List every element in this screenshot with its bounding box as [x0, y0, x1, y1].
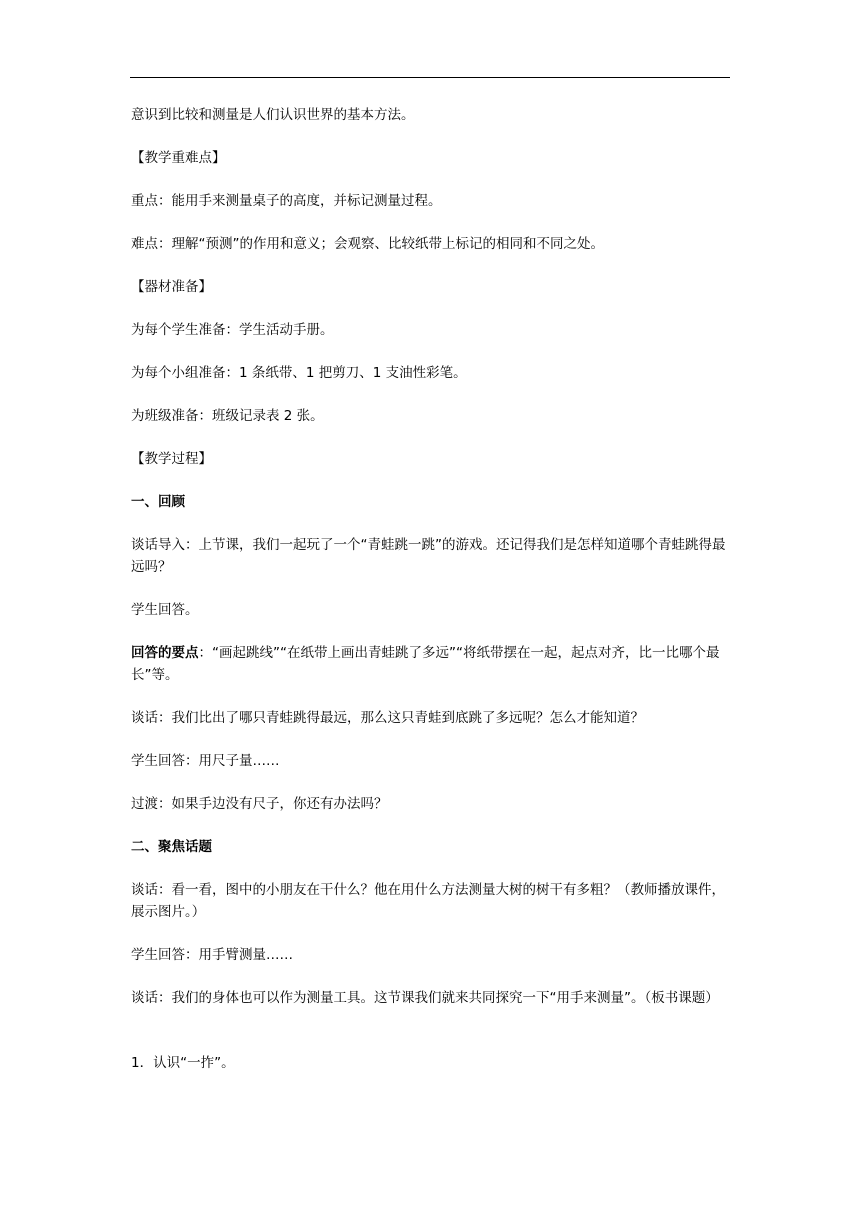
paragraph-class-materials: 为班级准备：班级记录表 2 张。: [131, 408, 324, 424]
paragraph-talk-distance: 谈话：我们比出了哪只青蛙跳得最远，那么这只青蛙到底跳了多远呢？怎么才能知道？: [131, 710, 644, 726]
paragraph-student-materials: 为每个学生准备：学生活动手册。: [131, 322, 334, 338]
paragraph-focus-talk: 谈话：看一看，图中的小朋友在干什么？他在用什么方法测量大树的树干有多粗？（教师播放课件，展示图片。）: [131, 882, 725, 920]
section-heading-process: 【教学过程】: [131, 451, 212, 467]
section-heading-key-points: 【教学重难点】: [131, 150, 226, 166]
section-heading-review: 一、回顾: [131, 494, 185, 510]
paragraph-key-point: 重点：能用手来测量桌子的高度，并标记测量过程。: [131, 193, 442, 209]
paragraph-body-tool: 谈话：我们的身体也可以作为测量工具。这节课我们就来共同探究一下“用手来测量”。（板书课题）: [131, 990, 719, 1006]
answer-points-text: ：“画起跳线”“在纸带上画出青蛙跳了多远”“将纸带摆在一起，起点对齐，比一比哪个最长”等。: [131, 645, 720, 683]
paragraph-transition: 过渡：如果手边没有尺子，你还有办法吗？: [131, 796, 388, 812]
paragraph-student-answer-arm: 学生回答：用手臂测量……: [131, 947, 293, 963]
paragraph-student-answer-1: 学生回答。: [131, 602, 199, 618]
paragraph-intro: 意识到比较和测量是人们认识世界的基本方法。: [131, 107, 415, 123]
paragraph-student-answer-ruler: 学生回答：用尺子量……: [131, 753, 280, 769]
section-heading-focus: 二、聚焦话题: [131, 839, 212, 855]
header-rule: [130, 77, 730, 78]
paragraph-review-intro: 谈话导入：上节课，我们一起玩了一个“青蛙跳一跳”的游戏。还记得我们是怎样知道哪个青蛙跳得最远吗？: [131, 537, 726, 575]
paragraph-answer-points: [131, 642, 731, 686]
section-heading-materials: 【器材准备】: [131, 279, 212, 295]
paragraph-group-materials: 为每个小组准备：1 条纸带、1 把剪刀、1 支油性彩笔。: [131, 365, 467, 381]
paragraph-difficulty: 难点：理解“预测”的作用和意义；会观察、比较纸带上标记的相同和不同之处。: [131, 236, 604, 252]
answer-points-label: 回答的要点: [131, 645, 199, 661]
paragraph-item-1: 1．认识“一拃”。: [131, 1055, 235, 1071]
